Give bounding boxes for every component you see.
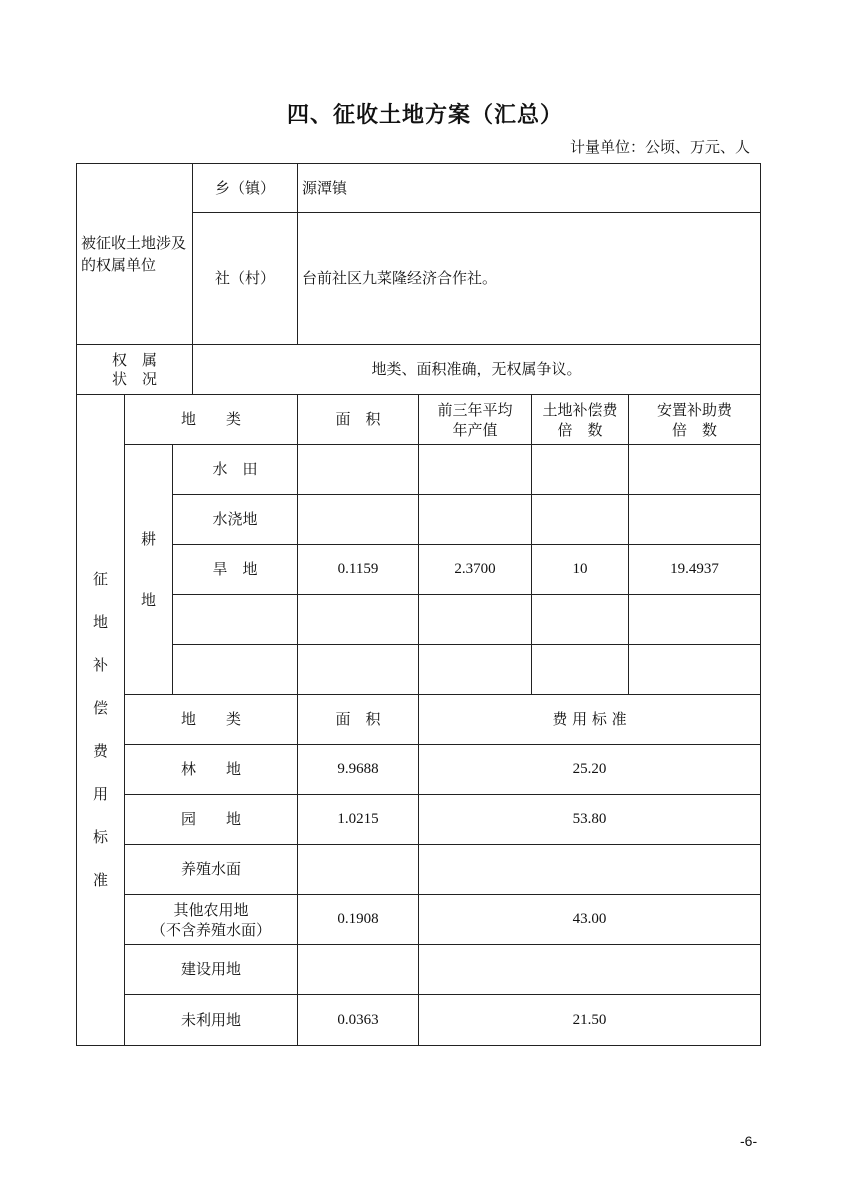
- area-cell: 0.0363: [297, 994, 419, 1046]
- page-number: -6-: [740, 1133, 758, 1149]
- header-resettle-multiple: 安置补助费 倍 数: [628, 394, 761, 445]
- land-type-cell: [172, 594, 298, 645]
- header-avg-output: 前三年平均 年产值: [418, 394, 532, 445]
- fee-cell: [418, 844, 761, 895]
- town-value: 源潭镇: [297, 163, 761, 213]
- ownership-section-label: 被征收土地涉及的权属单位: [76, 163, 193, 345]
- other-header-fee-standard: 费 用 标 准: [418, 694, 761, 745]
- resettle-cell: [628, 494, 761, 545]
- header-land-type: 地 类: [124, 394, 298, 445]
- fee-cell: 21.50: [418, 994, 761, 1046]
- compensation-section-label: 征 地 补 偿 费 用 标 准: [76, 394, 125, 1046]
- fee-cell: 53.80: [418, 794, 761, 845]
- town-label: 乡（镇）: [192, 163, 298, 213]
- resettle-cell: [628, 444, 761, 495]
- land-type-cell: 水浇地: [172, 494, 298, 545]
- land-type-cell: 旱 地: [172, 544, 298, 595]
- header-land-comp-multiple: 土地补偿费 倍 数: [531, 394, 629, 445]
- land-comp-cell: [531, 644, 629, 695]
- ownership-status-label: 权 属 状 况: [76, 344, 193, 395]
- avg-output-cell: [418, 644, 532, 695]
- land-comp-cell: [531, 594, 629, 645]
- land-comp-cell: [531, 444, 629, 495]
- land-comp-cell: [531, 494, 629, 545]
- area-cell: [297, 494, 419, 545]
- area-cell: [297, 844, 419, 895]
- area-cell: [297, 444, 419, 495]
- area-cell: [297, 944, 419, 995]
- avg-output-cell: [418, 594, 532, 645]
- area-cell: 1.0215: [297, 794, 419, 845]
- cultivated-group-label: 耕 地: [124, 444, 173, 695]
- land-type-cell: 养殖水面: [124, 844, 298, 895]
- land-type-cell: 林 地: [124, 744, 298, 795]
- resettle-cell: 19.4937: [628, 544, 761, 595]
- land-comp-cell: 10: [531, 544, 629, 595]
- page-title: 四、征收土地方案（汇总）: [286, 103, 563, 128]
- area-cell: [297, 594, 419, 645]
- area-cell: 9.9688: [297, 744, 419, 795]
- fee-cell: [418, 944, 761, 995]
- land-type-cell: 水 田: [172, 444, 298, 495]
- land-type-cell: [172, 644, 298, 695]
- unit-label: 计量单位：公顷、万元、人: [569, 138, 750, 156]
- other-header-land-type: 地 类: [124, 694, 298, 745]
- land-type-cell: 建设用地: [124, 944, 298, 995]
- resettle-cell: [628, 594, 761, 645]
- fee-cell: 25.20: [418, 744, 761, 795]
- land-type-cell: 未利用地: [124, 994, 298, 1046]
- area-cell: 0.1908: [297, 894, 419, 945]
- other-header-area: 面 积: [297, 694, 419, 745]
- area-cell: 0.1159: [297, 544, 419, 595]
- village-label: 社（村）: [192, 212, 298, 345]
- ownership-status-value: 地类、面积准确，无权属争议。: [192, 344, 761, 395]
- land-type-cell: 其他农用地 （不含养殖水面）: [124, 894, 298, 945]
- resettle-cell: [628, 644, 761, 695]
- avg-output-cell: [418, 494, 532, 545]
- avg-output-cell: [418, 444, 532, 495]
- area-cell: [297, 644, 419, 695]
- village-value: 台前社区九菜隆经济合作社。: [297, 212, 761, 345]
- header-area: 面 积: [297, 394, 419, 445]
- fee-cell: 43.00: [418, 894, 761, 945]
- land-type-cell: 园 地: [124, 794, 298, 845]
- avg-output-cell: 2.3700: [418, 544, 532, 595]
